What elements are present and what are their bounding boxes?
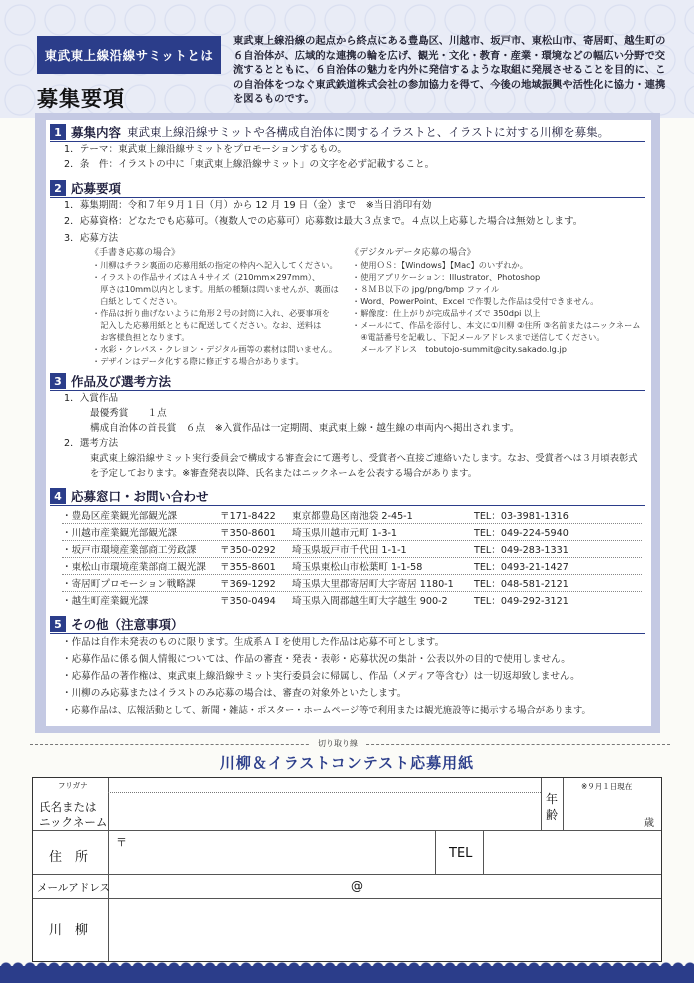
s3-award-head: 1．入賞作品 <box>64 393 119 404</box>
s2-digital-line-2: ・使用アプリケーション：Illustrator、Photoshop <box>352 272 541 282</box>
s5-item-2: ・応募作品に係る個人情報については、作品の審査・発表・表彰・応募状況の集計・公表以外の目的で使用しません。 <box>62 654 571 665</box>
s5-item-1: ・作品は自作未発表のものに限ります。生成系ＡＩを使用した作品は応募不可とします。 <box>62 637 445 648</box>
s2-hand-line-3: 厚さは10mm以内とします。用紙の種類は問いませんが、裏面は <box>92 284 339 294</box>
furigana-divider <box>108 792 541 793</box>
s2-method: 3．応募方法 <box>64 233 119 244</box>
contact-tel: TEL：03-3981-1316 <box>474 511 569 522</box>
section-3-rule <box>50 390 645 391</box>
contact-zip: 〒350-8601 <box>220 528 276 539</box>
section-3-number: 3 <box>50 373 66 389</box>
contact-dept: ・川越市産業観光部観光課 <box>62 528 178 539</box>
header-description: 東武東上線沿線の起点から終点にある豊島区、川越市、坂戸市、東松山市、寄居町、越生町の６自治体が、広域的な連携の輪を広げ、観光・文化・教育・産業・環境などの幅広い分野で交流するとともに、６自治体の魅力を内外に発信するような取組に発展させることを目的に、この自治体をつなぐ東武鉄道株式会社の参加協力を得て、今後の地域振興や活性化に協力・連携を図るものです。 <box>233 35 666 105</box>
contact-divider <box>62 540 642 541</box>
section-1-rule <box>50 141 645 142</box>
s5-item-5: ・応募作品は、広報活動として、新聞・雑誌・ポスター・ホームページ等で利用または観光施設等に掲示する場合があります。 <box>62 705 591 716</box>
section-4-title: 応募窓口・お問い合わせ <box>71 489 209 504</box>
s2-hand-line-9: ・デザインはデータ化する際に修正する場合があります。 <box>92 356 304 366</box>
s2-digital-line-3: ・８ＭＢ以下の jpg/png/bmp ファイル <box>352 284 500 294</box>
email-row-divider <box>33 898 661 899</box>
section-1-title: 募集内容 <box>71 125 122 140</box>
contact-divider <box>62 591 642 592</box>
s1-item-1: 1．テーマ：東武東上線沿線サミットをプロモーションするもの。 <box>64 144 347 155</box>
tel-input[interactable] <box>486 832 660 872</box>
senryu-label: 川 柳 <box>49 923 89 938</box>
contact-address: 埼玉県坂戸市千代田 1-1-1 <box>292 545 407 556</box>
s3-award-2: 構成自治体の首長賞 ６点 ※入賞作品は一定期間、東武東上線・越生線の車両内へ掲出されます。 <box>90 423 520 434</box>
contact-zip: 〒171-8422 <box>220 511 276 522</box>
section-2-title: 応募要項 <box>71 181 122 196</box>
form-label-divider <box>108 778 109 961</box>
section-4-heading <box>50 487 645 505</box>
contact-zip: 〒350-0494 <box>220 596 276 607</box>
section-1-summary: 東武東上線沿線サミットや各構成自治体に関するイラストと、イラストに対する川柳を募集。 <box>127 125 610 139</box>
section-5-number: 5 <box>50 616 66 632</box>
contact-dept: ・坂戸市環境産業部商工労政課 <box>62 545 197 556</box>
contact-dept: ・東松山市環境産業部商工観光課 <box>62 562 206 573</box>
address-label: 住 所 <box>49 850 89 865</box>
header-title-box: 東武東上線沿線サミットとは <box>37 36 221 74</box>
section-1-heading <box>50 123 645 141</box>
age-label-line-1: 年 <box>546 792 559 806</box>
contact-address: 埼玉県川越市元町 1-3-1 <box>292 528 398 539</box>
section-2-rule <box>50 197 645 198</box>
section-3-title: 作品及び選考方法 <box>71 374 172 389</box>
name-row-divider <box>33 830 661 831</box>
s2-hand-line-4: 白紙としてください。 <box>92 296 183 306</box>
s5-item-4: ・川柳のみ応募またはイラストのみ応募の場合は、審査の対象外といたします。 <box>62 688 407 699</box>
entry-form <box>32 777 662 962</box>
s2-hand-line-7: お客様負担となります。 <box>92 332 190 342</box>
contact-tel: TEL：0493-21-1427 <box>474 562 569 573</box>
s2-hand-line-8: ・水彩・クレパス・クレヨン・デジタル画等の素材は問いません。 <box>92 344 338 354</box>
contact-zip: 〒369-1292 <box>220 579 276 590</box>
s2-digital-line-8: メールアドレス tobutojo-summit@city.sakado.lg.jp <box>352 344 567 354</box>
section-2-number: 2 <box>50 180 66 196</box>
cut-line-label: 切り取り線 <box>310 738 366 749</box>
s1-item-2: 2．条 件：イラストの中に「東武東上線沿線サミット」の文字を必ず記載すること。 <box>64 159 435 170</box>
bottom-bar <box>0 966 694 983</box>
name-input[interactable] <box>111 794 539 828</box>
age-divider-1 <box>541 778 542 830</box>
section-5-title: その他（注意事項） <box>71 617 184 632</box>
age-input[interactable] <box>566 792 646 826</box>
s2-digital-line-7: ④電話番号を記載し、下記メールアドレスまで送信してください。 <box>352 332 605 342</box>
s2-period: 1．募集期間：令和７年９月１日（月）から 12 月 19 日（金）まで ※当日消印有効 <box>64 200 432 211</box>
s2-digital-line-6: ・メールにて、作品を添付し、本文に①川柳 ②住所 ③名前またはニックネーム <box>352 320 641 330</box>
at-mark: @ <box>351 879 363 893</box>
section-5-heading <box>50 615 645 633</box>
section-4-rule <box>50 505 645 506</box>
s2-hand-line-6: 記入した応募用紙とともに配送してください。なお、送料は <box>92 320 322 330</box>
tel-divider-1 <box>435 830 436 874</box>
s5-item-3: ・応募作品の著作権は、東武東上線沿線サミット実行委員会に帰属し、作品（メディア等含む）は一切返却致しません。 <box>62 671 580 682</box>
contact-zip: 〒355-8601 <box>220 562 276 573</box>
age-divider-2 <box>563 778 564 830</box>
s2-hand-line-5: ・作品は折り曲げないように角形２号の封筒に入れ、必要事項を <box>92 308 330 318</box>
postal-mark: 〒 <box>116 836 127 849</box>
age-unit: 歳 <box>644 818 654 829</box>
section-1-number: 1 <box>50 124 66 140</box>
s3-select-2: を予定しております。※審査発表以降、氏名またはニックネームを公表する場合があります。 <box>90 468 478 479</box>
contact-divider <box>62 557 642 558</box>
address-input[interactable] <box>111 832 433 872</box>
s2-digital-line-1: ・使用ＯＳ：【Windows】【Mac】のいずれか。 <box>352 260 528 270</box>
contact-address: 埼玉県大里郡寄居町大字寄居 1180-1 <box>292 579 454 590</box>
name-label-line-1: 氏名または <box>39 800 97 814</box>
contact-tel: TEL：049-292-3121 <box>474 596 569 607</box>
age-label-line-2: 齢 <box>546 808 559 822</box>
s2-hand-line-1: ・川柳はチラシ裏面の応募用紙の指定の枠内へ記入してください。 <box>92 260 338 270</box>
s3-select-1: 東武東上線沿線サミット実行委員会で構成する審査会にて選考し、受賞者へ直接ご連絡いたします。なお、受賞者へは３月頃表彰式 <box>90 453 638 464</box>
contact-tel: TEL：049-283-1331 <box>474 545 569 556</box>
s2-digital-line-5: ・解像度：仕上がりが完成品サイズで 350dpi 以上 <box>352 308 541 318</box>
furigana-label: フリガナ <box>58 781 88 790</box>
s2-hand-line-2: ・イラストの作品サイズはＡ４サイズ（210mm×297mm）、 <box>92 272 321 282</box>
s2-digital-line-4: ・Word、PowerPoint、Excel で作製した作品は受付できません。 <box>352 296 599 306</box>
age-note: ※９月１日現在 <box>581 782 633 791</box>
s2-qualification: 2．応募資格：どなたでも応募可。（複数人での応募可）応募数は最大３点まで。４点以上応募した場合は無効とします。 <box>64 216 583 227</box>
contact-tel: TEL：048-581-2121 <box>474 579 569 590</box>
contact-address: 埼玉県入間郡越生町大字越生 900-2 <box>292 596 448 607</box>
s3-award-1: 最優秀賞 １点 <box>90 408 167 419</box>
s2-hand-title: 《手書き応募の場合》 <box>90 248 181 258</box>
contact-dept: ・越生町産業観光課 <box>62 596 149 607</box>
contact-zip: 〒350-0292 <box>220 545 276 556</box>
s3-select-head: 2．選考方法 <box>64 438 119 449</box>
email-label: メールアドレス <box>37 882 110 894</box>
contact-address: 埼玉県東松山市松葉町 1-1-58 <box>292 562 423 573</box>
contact-address: 東京都豊島区南池袋 2-45-1 <box>292 511 413 522</box>
contact-tel: TEL：049-224-5940 <box>474 528 569 539</box>
section-3-heading <box>50 372 645 390</box>
section-2-heading <box>50 179 645 197</box>
tel-label: TEL <box>449 846 473 861</box>
email-input[interactable] <box>111 876 659 896</box>
form-title: 川柳＆イラストコンテスト応募用紙 <box>219 754 475 772</box>
furigana-input[interactable] <box>111 779 539 791</box>
section-5-rule <box>50 633 645 634</box>
contact-dept: ・寄居町プロモーション戦略課 <box>62 579 196 590</box>
address-row-divider <box>33 874 661 875</box>
senryu-input[interactable] <box>111 901 659 959</box>
section-4-number: 4 <box>50 488 66 504</box>
contact-divider <box>62 523 642 524</box>
tel-divider-2 <box>483 830 484 874</box>
s2-digital-title: 《デジタルデータ応募の場合》 <box>350 248 476 258</box>
contact-dept: ・豊島区産業観光部観光課 <box>62 511 178 522</box>
page-title: 募集要項 <box>37 87 125 111</box>
contact-divider <box>62 574 642 575</box>
name-label-line-2: ニックネーム <box>39 815 108 829</box>
